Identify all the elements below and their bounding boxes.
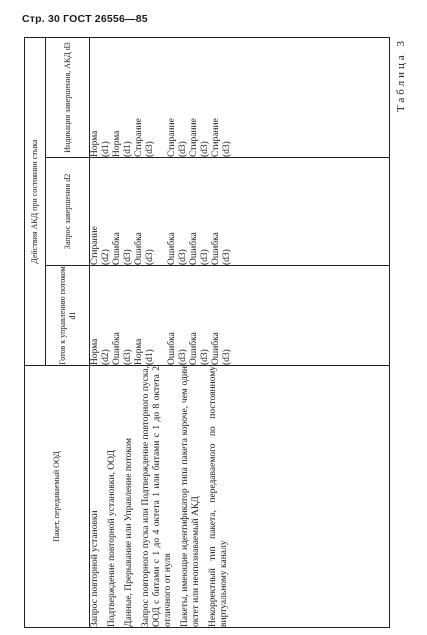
state-value: Норма: [134, 338, 144, 365]
state-code: (d3): [123, 249, 133, 265]
state-value: Стирание: [211, 118, 221, 157]
state-code: (d1): [101, 141, 111, 157]
state-value: Стирание: [134, 118, 144, 157]
packet-column-header: Пакет, передаваемый ООД: [25, 366, 90, 628]
state-code: (d3): [145, 141, 155, 157]
state-value: Ошибка: [167, 332, 177, 365]
state-value: Норма: [112, 130, 122, 157]
rotated-table-block: [24, 38, 416, 628]
state-value: Ошибка: [211, 232, 221, 265]
state-code: (d3): [200, 249, 210, 265]
state-value: Ошибка: [189, 232, 199, 265]
state-code: (d3): [178, 349, 188, 365]
state-code: (d3): [178, 141, 188, 157]
packet-item: Запрос повторной установки: [90, 510, 100, 627]
state-value: Стирание: [167, 118, 177, 157]
table-row: [90, 38, 390, 628]
state-code: (d2): [101, 249, 111, 265]
column-header-d1: Готов к управлению потоком d1: [46, 266, 90, 366]
packet-item: Запрос повторного пуска или Подтверждение повторного пуска, ООД с битами с 1 до 4 октета 1 или битами с 1 до 8 октета 2 отличного от нуля: [141, 366, 173, 627]
state-code: (d3): [222, 349, 232, 365]
table-title: Таблица 3: [395, 38, 407, 113]
state-value: Ошибка: [112, 232, 122, 265]
state-code: (d2): [101, 349, 111, 365]
packet-item: Подтверждение повторной установки, ООД: [107, 450, 117, 627]
state-value: Стирание: [90, 226, 100, 265]
state-code: (d3): [222, 141, 232, 157]
state-code: (d1): [145, 349, 155, 365]
state-code: (d1): [123, 141, 133, 157]
state-value: Норма: [90, 130, 100, 157]
actions-table: [24, 37, 390, 628]
d3-values-cell: [90, 38, 390, 158]
packet-item: Данные, Прерывание или Управление потоком: [124, 437, 134, 627]
page-header: Стр. 30 ГОСТ 26556—85: [22, 13, 148, 25]
state-code: (d3): [222, 249, 232, 265]
state-code: (d3): [123, 349, 133, 365]
state-value: Ошибка: [189, 332, 199, 365]
column-header-d2: Запрос завершения d2: [46, 158, 90, 266]
state-value: Стирание: [189, 118, 199, 157]
d1-values-cell: [90, 266, 390, 366]
state-value: Ошибка: [167, 232, 177, 265]
state-value: Ошибка: [112, 332, 122, 365]
packet-list-cell: [90, 366, 390, 628]
state-value: Норма: [90, 338, 100, 365]
d2-values-cell: [90, 158, 390, 266]
state-code: (d3): [200, 141, 210, 157]
state-value: Ошибка: [134, 232, 144, 265]
state-code: (d3): [200, 349, 210, 365]
packet-item: Пакеты, имеющие идентификатор типа пакета короче, чем один октет или неопознаваемый АКД: [180, 366, 201, 627]
column-header-d3: Индикация завершения, АКД d3: [46, 38, 90, 158]
actions-group-header: Действия АКД при состоянии стыка: [25, 38, 46, 366]
state-code: (d3): [178, 249, 188, 265]
state-code: (d3): [145, 249, 155, 265]
state-value: Ошибка: [211, 332, 221, 365]
packet-item: Некорректный тип пакета, передаваемого по постоянному виртуальному каналу: [208, 366, 229, 627]
